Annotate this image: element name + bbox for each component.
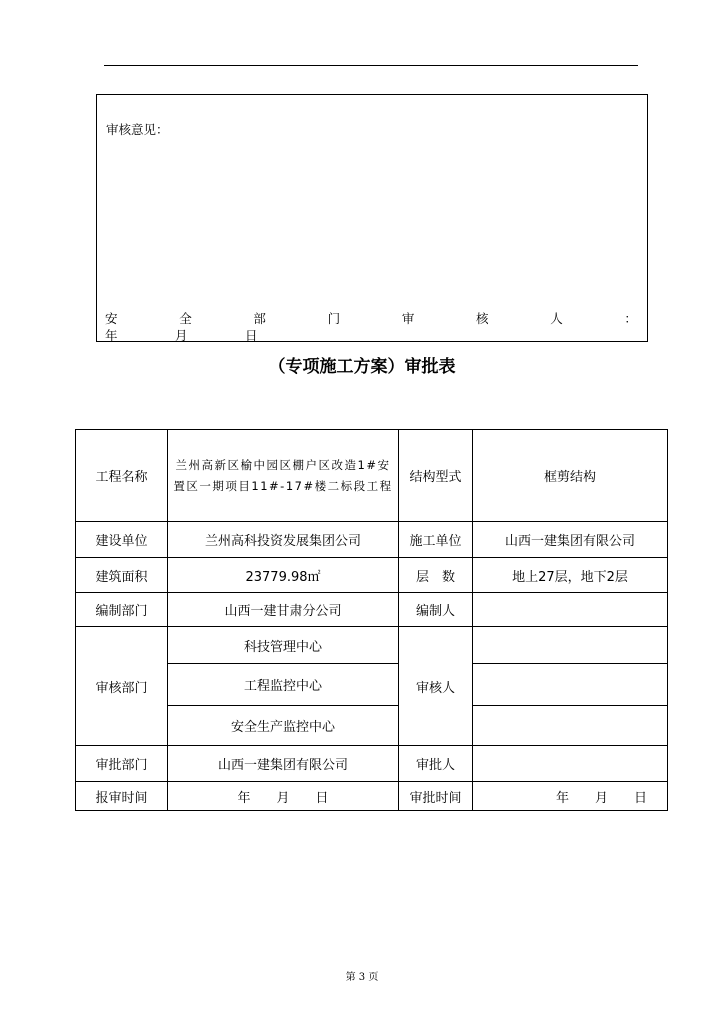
table-row: [76, 593, 668, 627]
approve-dept-label: 审批部门: [76, 746, 168, 782]
table-row: [76, 430, 668, 522]
approval-table: [75, 429, 668, 811]
reviewer-signature-line: [105, 309, 637, 327]
submit-time-value: 年 月 日: [168, 782, 399, 811]
table-row: [76, 558, 668, 593]
submit-time-label: 报审时间: [76, 782, 168, 811]
signature-char: 人: [550, 311, 563, 326]
date-year: 年: [105, 328, 118, 343]
date-day: 日: [244, 328, 258, 343]
signature-char: 全: [179, 311, 192, 326]
approve-dept-value: 山西一建集团有限公司: [168, 746, 399, 782]
review-opinion-label: 审核意见：: [106, 122, 169, 137]
approve-time-label: 审批时间: [399, 782, 473, 811]
construction-unit-label: 建设单位: [76, 522, 168, 558]
date-month: 月: [174, 328, 188, 343]
structure-type-label: 结构型式: [399, 430, 473, 522]
top-rule: [104, 65, 638, 66]
prep-dept-label: 编制部门: [76, 593, 168, 627]
approver-value: [473, 746, 668, 782]
area-label: 建筑面积: [76, 558, 168, 593]
signature-char: ：: [624, 311, 637, 326]
project-name-text: 兰州高新区榆中园区棚户区改造1#安置区一期项目11#-17#楼二标段工程: [173, 457, 393, 493]
reviewer-label: 审核人: [399, 627, 473, 746]
project-name-label: 工程名称: [76, 430, 168, 522]
reviewer-value: [473, 627, 668, 664]
reviewer-value: [473, 664, 668, 706]
review-opinion-box: [96, 94, 648, 342]
page-number: 第 3 页: [345, 972, 379, 983]
table-row: [76, 782, 668, 811]
review-dept-value: 工程监控中心: [168, 664, 399, 706]
floors-label: 层 数: [399, 558, 473, 593]
preparer-value: [473, 593, 668, 627]
approver-label: 审批人: [399, 746, 473, 782]
floors-value: 地上27层，地下2层: [473, 558, 668, 593]
table-row: [76, 627, 668, 664]
review-dept-value: 科技管理中心: [168, 627, 399, 664]
builder-value: 山西一建集团有限公司: [473, 522, 668, 558]
project-name-value: [168, 430, 399, 522]
prep-dept-value: 山西一建甘肃分公司: [168, 593, 399, 627]
signature-char: 安: [105, 311, 118, 326]
table-row: [76, 746, 668, 782]
signature-char: 部: [253, 311, 266, 326]
table-row: [76, 522, 668, 558]
area-value: 23779.98㎡: [168, 558, 399, 593]
signature-char: 审: [401, 311, 415, 326]
signature-char: 核: [476, 311, 489, 326]
construction-unit-value: 兰州高科投资发展集团公司: [168, 522, 399, 558]
review-dept-value: 安全生产监控中心: [168, 706, 399, 746]
approve-time-value: 年 月 日: [473, 782, 668, 811]
document-title: （专项施工方案）审批表: [268, 357, 456, 377]
builder-label: 施工单位: [399, 522, 473, 558]
reviewer-value: [473, 706, 668, 746]
review-date-line: [105, 326, 257, 344]
preparer-label: 编制人: [399, 593, 473, 627]
signature-char: 门: [327, 311, 341, 326]
review-dept-label: 审核部门: [76, 627, 168, 746]
structure-type-value: 框剪结构: [473, 430, 668, 522]
